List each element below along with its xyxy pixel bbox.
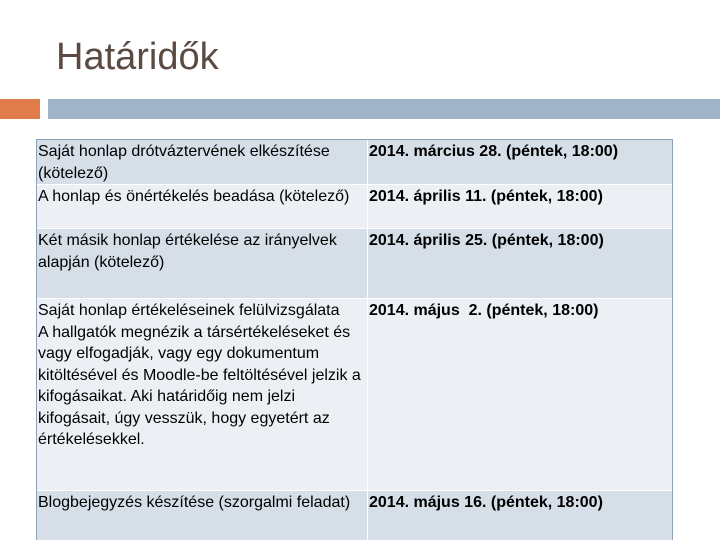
- accent-bar-orange: [0, 99, 40, 119]
- table-row: [37, 299, 674, 491]
- deadline-cell: 2014. május 16. (péntek, 18:00): [368, 491, 674, 541]
- deadline-cell: 2014. április 25. (péntek, 18:00): [368, 229, 674, 299]
- table-row: [37, 491, 674, 541]
- slide-title: Határidők: [56, 36, 219, 78]
- table-row: [37, 229, 674, 299]
- table-row: [37, 140, 674, 185]
- deadlines-table: [36, 139, 674, 541]
- task-cell: Két másik honlap értékelése az irányelvek alapján (kötelező): [37, 229, 368, 299]
- task-cell: Blogbejegyzés készítése (szorgalmi feladat): [37, 491, 368, 541]
- task-cell: Saját honlap drótváztervének elkészítése (kötelező): [37, 140, 368, 185]
- accent-bar-blue: [48, 99, 720, 119]
- task-cell: A honlap és önértékelés beadása (kötelező): [37, 185, 368, 229]
- table-row: [37, 185, 674, 229]
- deadline-cell: 2014. április 11. (péntek, 18:00): [368, 185, 674, 229]
- deadline-cell: 2014. május 2. (péntek, 18:00): [368, 299, 674, 491]
- task-cell: Saját honlap értékeléseinek felülvizsgálata A hallgatók megnézik a társértékeléseket és vagy elfogadják, vagy egy dokumentum kitöltésével és Moodle-be feltöltésével jelzik a kifogásaikat. Aki határidőig nem jelzi kifogásait, úgy vesszük, hogy egyetért az értékelésekkel.: [37, 299, 368, 491]
- deadline-cell: 2014. március 28. (péntek, 18:00): [368, 140, 674, 185]
